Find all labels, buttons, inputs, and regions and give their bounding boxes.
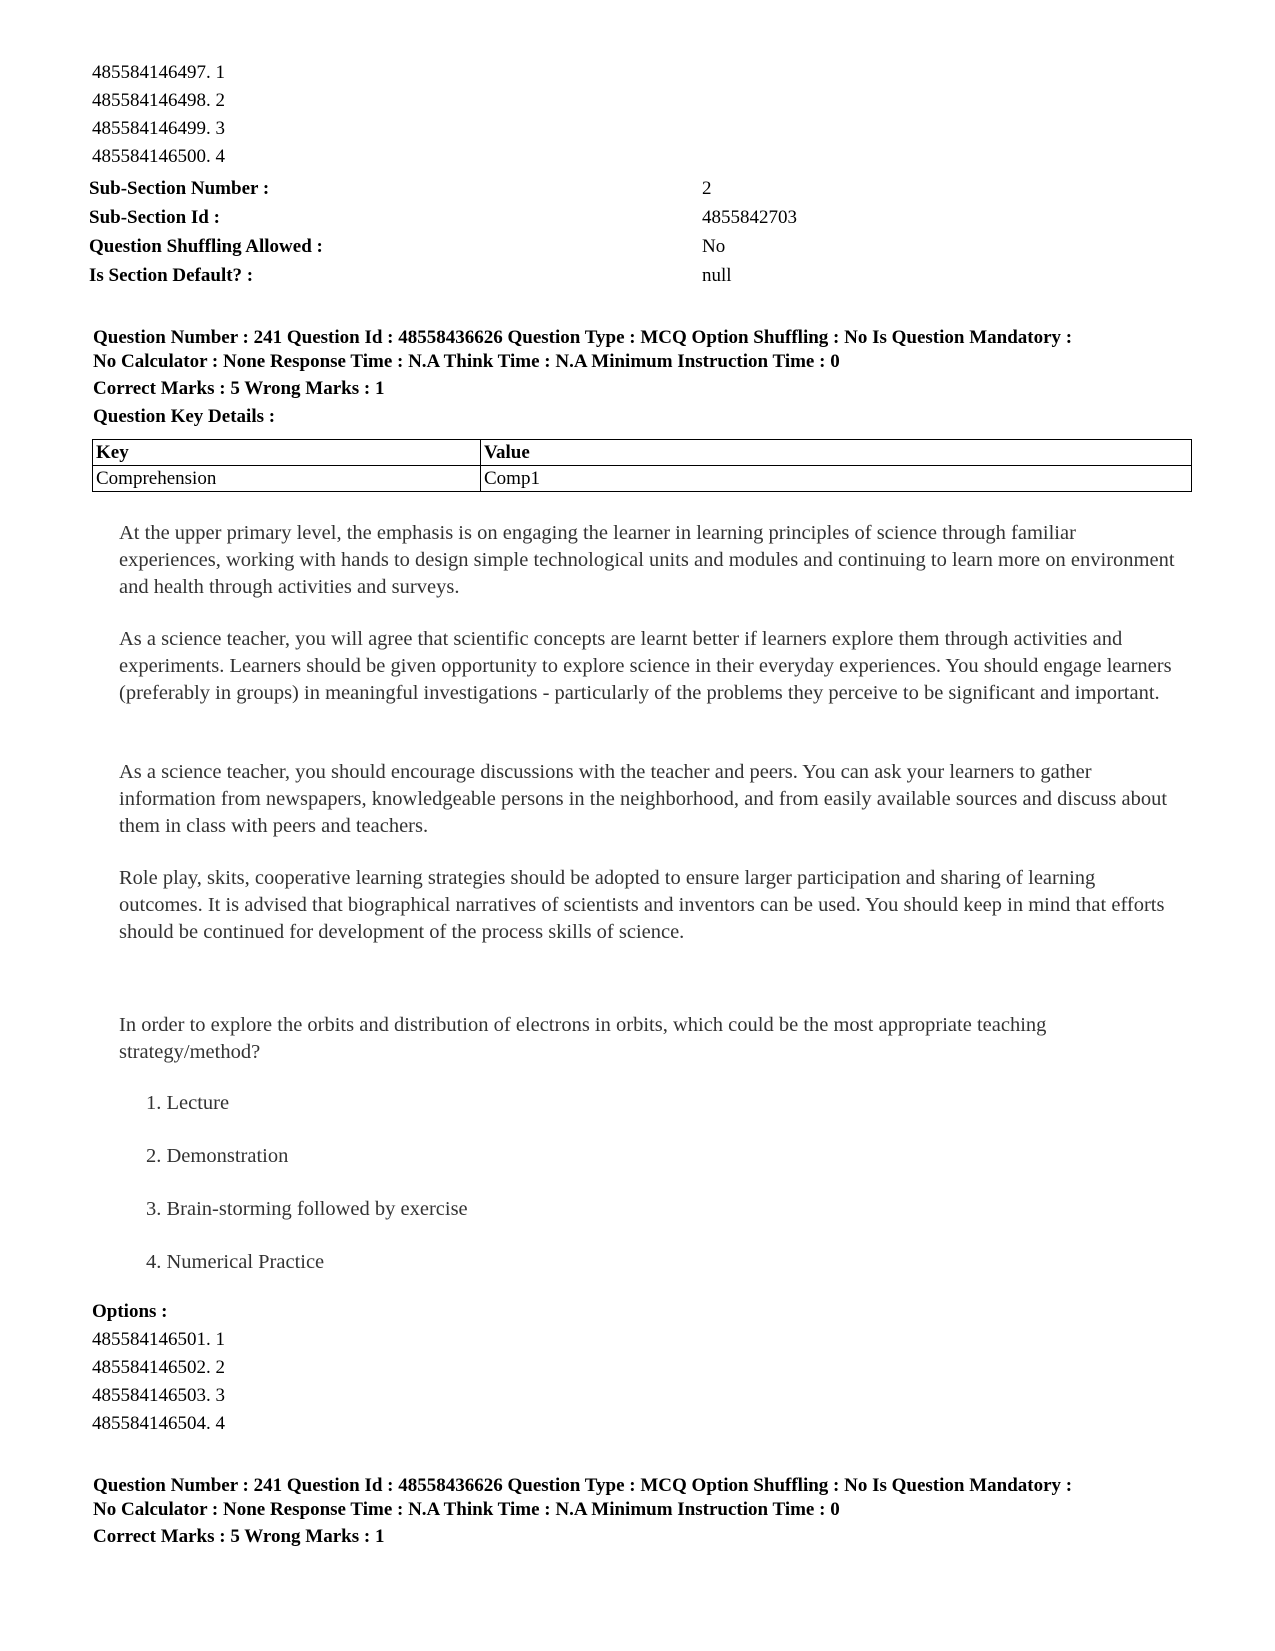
options-label: Options :: [92, 1301, 168, 1322]
section-default-value: null: [702, 265, 732, 286]
choice-1: 1. Lecture: [146, 1092, 230, 1114]
option-2: 485584146502. 2: [92, 1357, 225, 1378]
passage-paragraph-2: As a science teacher, you will agree that scientific concepts are learnt better if learners explore them through activities and experiments. Learners should be given opportunity to explore science in their everyday experiences. You should engage learners (preferably in groups) in meaningful investigations - particularly of the problems they perceive to be significant and important.: [119, 628, 1172, 704]
subsection-id-label: Sub-Section Id :: [89, 207, 220, 228]
choice-3: 3. Brain-storming followed by exercise: [146, 1198, 468, 1220]
key-table-header-value: Value: [481, 440, 1192, 466]
question-shuffling-value: No: [702, 236, 726, 257]
choice-2: 2. Demonstration: [146, 1145, 289, 1167]
passage-paragraph-4: Role play, skits, cooperative learning strategies should be adopted to ensure larger participation and sharing of learning outcomes. It is advised that biographical narratives of scientists and inventors can be used. You should keep in mind that efforts should be continued for development of the process skills of science.: [119, 867, 1165, 943]
prev-option-3: 485584146499. 3: [92, 118, 225, 139]
subsection-number-value: 2: [702, 178, 712, 199]
option-3: 485584146503. 3: [92, 1385, 225, 1406]
prev-option-2: 485584146498. 2: [92, 90, 225, 111]
subsection-id-value: 4855842703: [702, 207, 797, 228]
key-table-header-row: [93, 440, 1192, 466]
next-question-header-line1: Question Number : 241 Question Id : 48558436626 Question Type : MCQ Option Shuffling : No Is Question Mandatory :: [93, 1475, 1073, 1496]
question-header-line2: No Calculator : None Response Time : N.A Think Time : N.A Minimum Instruction Time : 0: [93, 351, 840, 372]
question-shuffling-label: Question Shuffling Allowed :: [89, 236, 323, 257]
next-question-header-line2: No Calculator : None Response Time : N.A Think Time : N.A Minimum Instruction Time : 0: [93, 1499, 840, 1520]
question-key-table: [92, 439, 1192, 492]
table-row: [93, 466, 1192, 492]
prev-option-1: 485584146497. 1: [92, 62, 225, 83]
prev-option-4: 485584146500. 4: [92, 146, 225, 167]
question-header-line1: Question Number : 241 Question Id : 48558436626 Question Type : MCQ Option Shuffling : No Is Question Mandatory :: [93, 327, 1073, 348]
key-table-header-key: Key: [93, 440, 481, 466]
question-text: In order to explore the orbits and distribution of electrons in orbits, which could be the most appropriate teaching strategy/method?: [119, 1014, 1047, 1063]
choice-4: 4. Numerical Practice: [146, 1251, 325, 1273]
section-default-label: Is Section Default? :: [89, 265, 254, 286]
key-table-cell-value: Comp1: [481, 466, 1192, 492]
passage-paragraph-1: At the upper primary level, the emphasis is on engaging the learner in learning principles of science through familiar experiences, working with hands to design simple technological units and modules and continuing to learn more on environment and health through activities and surveys.: [119, 522, 1175, 598]
option-4: 485584146504. 4: [92, 1413, 225, 1434]
option-1: 485584146501. 1: [92, 1329, 225, 1350]
passage-paragraph-3: As a science teacher, you should encourage discussions with the teacher and peers. You can ask your learners to gather information from newspapers, knowledgeable persons in the neighborhood, and from easily available sources and discuss about them in class with peers and teachers.: [119, 761, 1168, 837]
subsection-number-label: Sub-Section Number :: [89, 178, 270, 199]
key-table-cell-key: Comprehension: [93, 466, 481, 492]
question-key-details-label: Question Key Details :: [93, 406, 276, 427]
next-question-marks: Correct Marks : 5 Wrong Marks : 1: [93, 1526, 385, 1547]
question-marks: Correct Marks : 5 Wrong Marks : 1: [93, 378, 385, 399]
